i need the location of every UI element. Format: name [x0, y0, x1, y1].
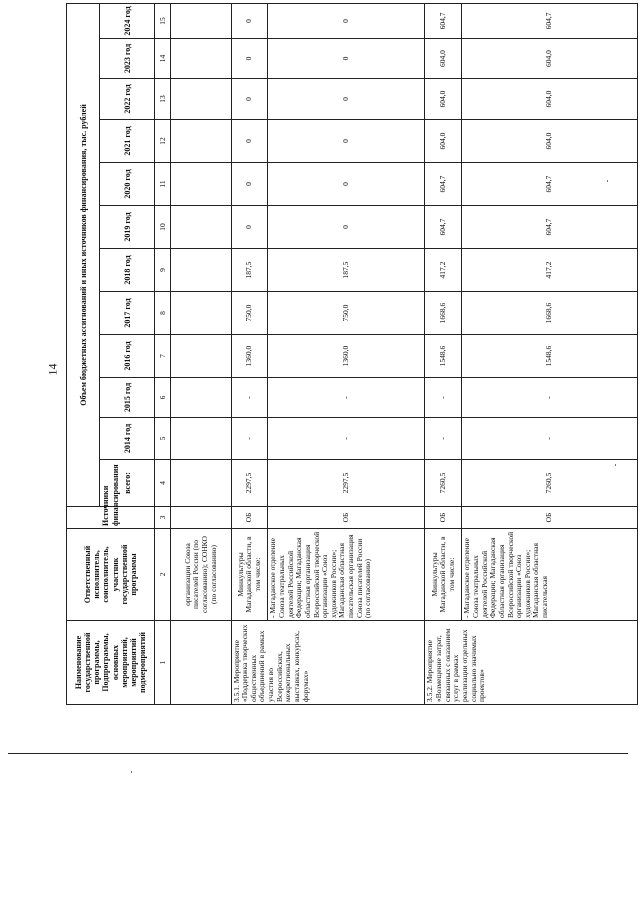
- cell-empty: [171, 120, 231, 163]
- col-number: 2: [155, 529, 171, 621]
- value-cell: 750,0: [268, 292, 425, 335]
- value-cell: 0: [231, 3, 268, 38]
- value-cell: 0: [231, 79, 268, 120]
- header-name: Наименование государственной программы, Подпрограммы, основных мероприятий, мероприятий подмероприятий: [67, 621, 155, 705]
- col-number: 12: [155, 120, 171, 163]
- value-cell: 750,0: [231, 292, 268, 335]
- cell-empty: [171, 378, 231, 418]
- value-cell: 1668,6: [462, 292, 638, 335]
- value-cell: 0: [231, 163, 268, 206]
- row-source: [171, 507, 231, 529]
- value-cell: 0: [268, 120, 425, 163]
- table-row: [268, 3, 425, 704]
- value-cell: 604,0: [462, 120, 638, 163]
- cell-empty: [171, 206, 231, 249]
- value-cell: -: [231, 378, 268, 418]
- value-cell: 0: [231, 120, 268, 163]
- value-cell: 604,7: [462, 206, 638, 249]
- col-number: 14: [155, 39, 171, 79]
- cell-empty: [171, 39, 231, 79]
- row-name: 3.5.1. Мероприятие «Поддержка творческих общественных объединений в рамках участия во Всероссийских, межрегиональных выставках, конкурсах, форумах»: [231, 621, 425, 705]
- value-cell: -: [462, 418, 638, 460]
- value-cell: 0: [231, 206, 268, 249]
- value-cell: 1360,0: [231, 335, 268, 378]
- header-total: всего:: [100, 460, 155, 507]
- row-source: ОБ: [268, 507, 425, 529]
- row-executor-main: Минкультуры Магаданской области, в том числе:: [425, 529, 462, 621]
- cell-empty: [171, 460, 231, 507]
- scan-speck: [607, 180, 608, 182]
- header-year: 2014 год: [100, 418, 155, 460]
- cell-empty: [171, 79, 231, 120]
- cell-empty: [171, 292, 231, 335]
- header-year: 2019 год: [100, 206, 155, 249]
- scan-speck: [131, 771, 132, 773]
- value-cell: 604,0: [425, 39, 462, 79]
- value-cell: 604,7: [425, 3, 462, 38]
- value-cell: 0: [268, 206, 425, 249]
- header-year: 2018 год: [100, 249, 155, 292]
- value-cell: 604,0: [425, 79, 462, 120]
- value-cell: 604,7: [462, 3, 638, 38]
- value-cell: 604,0: [462, 79, 638, 120]
- value-cell: 1548,6: [425, 335, 462, 378]
- header-funding-title: Объем бюджетных ассигнований и иных источников финансирования, тыс. рублей: [67, 3, 100, 506]
- value-cell: 604,0: [425, 120, 462, 163]
- value-cell: 7260,5: [462, 460, 638, 507]
- value-cell: 0: [268, 39, 425, 79]
- col-number: 1: [155, 621, 171, 705]
- value-cell: -: [268, 418, 425, 460]
- header-year: 2016 год: [100, 335, 155, 378]
- table-row: [231, 3, 268, 704]
- header-year: 2023 год: [100, 39, 155, 79]
- value-cell: -: [268, 378, 425, 418]
- row-source: ОБ: [425, 507, 462, 529]
- value-cell: 187,5: [231, 249, 268, 292]
- table-row: [425, 3, 462, 704]
- col-number: 13: [155, 79, 171, 120]
- value-cell: 2297,5: [268, 460, 425, 507]
- cell-empty: [171, 3, 231, 38]
- value-cell: 604,7: [425, 163, 462, 206]
- col-number: 4: [155, 460, 171, 507]
- value-cell: 604,0: [462, 39, 638, 79]
- col-number: 7: [155, 335, 171, 378]
- row-executor-sub: - Магаданское отделение Союза театральных деятелей Российской Федерации; Магаданская областная организация Всероссийской творческой организации «Союз художников России»; Магаданская областная писательская организация Союза писателей России (по согласованию): [268, 529, 425, 621]
- value-cell: -: [425, 378, 462, 418]
- cell-empty: [171, 163, 231, 206]
- rotated-table-frame: [66, 6, 638, 705]
- row-name: 3.5.2. Мероприятие «Возмещение затрат, связанных с оказанием услуг в рамках реализации отдельных социально значимых проектов»: [425, 621, 638, 705]
- horizontal-divider: [8, 753, 628, 754]
- value-cell: 1668,6: [425, 292, 462, 335]
- header-row-1: [67, 3, 100, 704]
- row-executor-sub: - Магаданское отделение Союза театральных деятелей Российской Федерации; Магаданская областная организация Всероссийской творческой организации «Союз художников России»; Магаданская областная писательская: [462, 529, 638, 621]
- col-number: 8: [155, 292, 171, 335]
- row-source: ОБ: [231, 507, 268, 529]
- value-cell: 417,2: [462, 249, 638, 292]
- value-cell: 7260,5: [425, 460, 462, 507]
- value-cell: 0: [231, 39, 268, 79]
- header-year: 2022 год: [100, 79, 155, 120]
- row-source: ОБ: [462, 507, 638, 529]
- page-number: 14: [45, 363, 60, 376]
- col-number: 5: [155, 418, 171, 460]
- value-cell: 417,2: [425, 249, 462, 292]
- value-cell: 604,7: [462, 163, 638, 206]
- col-number: 9: [155, 249, 171, 292]
- row-executor-main: Минкультуры Магаданской области, в том числе:: [231, 529, 268, 621]
- value-cell: -: [462, 378, 638, 418]
- value-cell: -: [231, 418, 268, 460]
- header-year: 2021 год: [100, 120, 155, 163]
- row-name: [171, 621, 231, 705]
- value-cell: 0: [268, 79, 425, 120]
- value-cell: 1360,0: [268, 335, 425, 378]
- header-year: 2024 год: [100, 3, 155, 38]
- header-year: 2017 год: [100, 292, 155, 335]
- table-row: [171, 3, 231, 704]
- value-cell: 187,5: [268, 249, 425, 292]
- row-executor: организации Союза писателей России (по согласованию); СОНКО (по согласованию): [171, 529, 231, 621]
- header-executor: Ответственный исполнитель, соисполнитель, участник государственной программы: [67, 529, 155, 621]
- header-year: 2015 год: [100, 378, 155, 418]
- column-number-row: [155, 3, 171, 704]
- value-cell: 2297,5: [231, 460, 268, 507]
- cell-empty: [171, 418, 231, 460]
- col-number: 11: [155, 163, 171, 206]
- col-number: 15: [155, 3, 171, 38]
- value-cell: 604,7: [425, 206, 462, 249]
- scan-speck: [615, 464, 616, 466]
- cell-empty: [171, 249, 231, 292]
- cell-empty: [171, 335, 231, 378]
- value-cell: 1548,6: [462, 335, 638, 378]
- col-number: 3: [155, 507, 171, 529]
- col-number: 6: [155, 378, 171, 418]
- value-cell: -: [425, 418, 462, 460]
- table-row: [462, 3, 638, 704]
- value-cell: 0: [268, 3, 425, 38]
- col-number: 10: [155, 206, 171, 249]
- funding-table: [66, 3, 638, 705]
- header-source: Источники финансирования: [67, 507, 155, 529]
- value-cell: 0: [268, 163, 425, 206]
- header-year: 2020 год: [100, 163, 155, 206]
